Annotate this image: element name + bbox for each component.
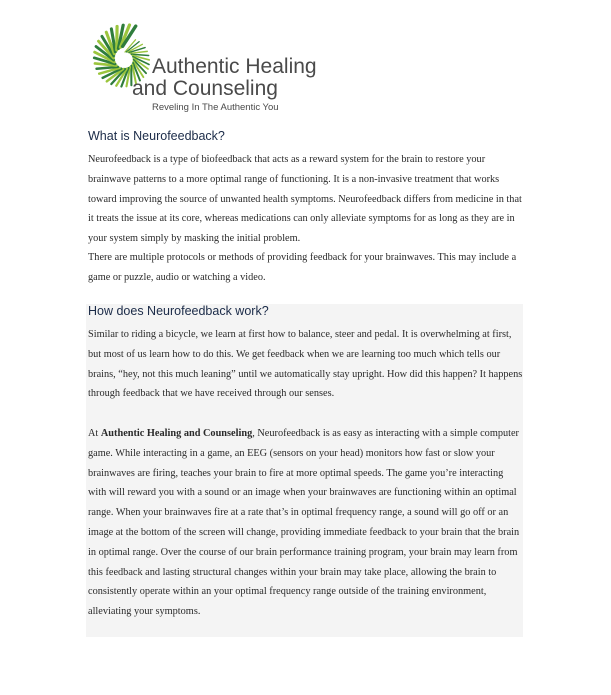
section2-paragraph-2 <box>88 424 524 622</box>
brand-name-line2: and Counseling <box>132 77 278 100</box>
section-heading-what-is: What is Neurofeedback? <box>88 129 225 143</box>
logo-text <box>132 55 317 113</box>
brand-name-line1: Authentic Healing <box>152 55 317 78</box>
section2-paragraph-1: Similar to riding a bicycle, we learn at first how to balance, steer and pedal. It is overwhelming at first, but most of us learn how to do this. We get feedback when we are learning too much which tells our brains, “hey, not this much leaning” until we automatically stay upright. How did this happen? It happens through feedback that we have received through our senses. <box>88 329 523 400</box>
logo <box>88 22 348 114</box>
section-heading-how-does: How does Neurofeedback work? <box>88 304 269 318</box>
practice-name-bold: Authentic Healing and Counseling <box>100 428 253 439</box>
section1-paragraph-1: Neurofeedback is a type of biofeedback that acts as a reward system for the brain to restore your brainwave patterns to a more optimal range of functioning. It is a non-invasive treatment that works toward improving the source of unwanted health symptoms. Neurofeedback differs from medicine in that it treats the issue at its core, whereas medications can only alleviate symptoms for as long as they are in your system simply by masking the initial problem. <box>88 154 522 245</box>
para2-prefix: At <box>88 428 101 439</box>
brand-tagline: Reveling In The Authentic You <box>152 102 279 113</box>
para2-body: , Neurofeedback is as easy as interacting with a simple computer game. While interacting in a game, an EEG (sensors on your head) monitors how fast or slow your brainwaves are firing, teaches your brain to fire at more optimal speeds. The game you’re interacting with will reward you with a sound or an image when your brainwaves are functioning within an optimal range. When your brainwaves fire at a rate that’s in optimal frequency range, a sound will go off or an image at the bottom of the screen will change, providing immediate feedback to your brain that the brain in optimal range. Over the course of our brain performance training program, your brain may learn from this feedback and lasting structural changes within your brain may take place, allowing the brain to consistently operate within an your optimal frequency range outside of the training environment, alleviating your symptoms. <box>88 428 520 618</box>
section1-paragraph-2: There are multiple protocols or methods of providing feedback for your brainwaves. This may include a game or puzzle, audio or watching a video. <box>88 252 517 283</box>
